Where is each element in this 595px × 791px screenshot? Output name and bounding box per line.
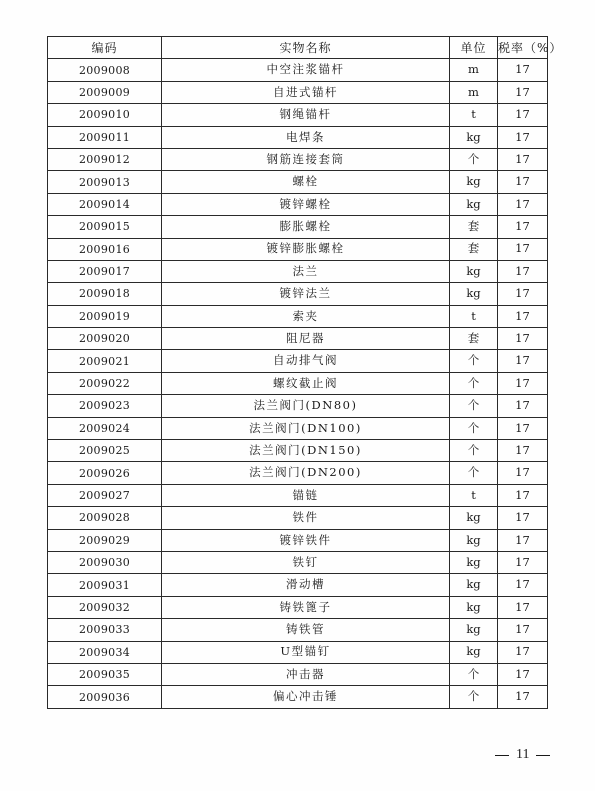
cell-rate: 17 [498,686,548,708]
cell-unit: kg [450,260,498,282]
table-row [48,462,548,484]
cell-name: 镀锌法兰 [162,283,450,305]
cell-rate: 17 [498,305,548,327]
table-row [48,641,548,663]
cell-rate: 17 [498,59,548,81]
cell-rate: 17 [498,260,548,282]
cell-code: 2009032 [48,596,162,618]
cell-unit: 套 [450,328,498,350]
cell-name: 法兰 [162,260,450,282]
cell-name: 索夹 [162,305,450,327]
cell-code: 2009018 [48,283,162,305]
cell-unit: kg [450,641,498,663]
cell-code: 2009015 [48,216,162,238]
table-row [48,596,548,618]
cell-code: 2009035 [48,663,162,685]
cell-unit: 个 [450,440,498,462]
table-row [48,148,548,170]
cell-unit: m [450,81,498,103]
cell-unit: kg [450,507,498,529]
cell-name: 镀锌铁件 [162,529,450,551]
cell-unit: m [450,59,498,81]
table-row [48,193,548,215]
cell-unit: kg [450,283,498,305]
table-row [48,283,548,305]
cell-rate: 17 [498,641,548,663]
cell-unit: t [450,484,498,506]
table-row [48,619,548,641]
table-row [48,484,548,506]
cell-rate: 17 [498,529,548,551]
cell-name: 偏心冲击锤 [162,686,450,708]
cell-unit: 个 [450,148,498,170]
cell-name: 滑动槽 [162,574,450,596]
table-row [48,238,548,260]
cell-name: 镀锌螺栓 [162,193,450,215]
cell-rate: 17 [498,104,548,126]
cell-code: 2009025 [48,440,162,462]
cell-code: 2009009 [48,81,162,103]
cell-name: 螺纹截止阀 [162,372,450,394]
table-header-row [48,37,548,59]
cell-code: 2009034 [48,641,162,663]
cell-unit: kg [450,596,498,618]
table-row [48,529,548,551]
cell-unit: 套 [450,238,498,260]
cell-unit: kg [450,574,498,596]
cell-code: 2009019 [48,305,162,327]
cell-rate: 17 [498,574,548,596]
cell-name: 法兰阀门(DN150) [162,440,450,462]
cell-code: 2009036 [48,686,162,708]
cell-unit: 个 [450,395,498,417]
cell-code: 2009022 [48,372,162,394]
header-code: 编码 [48,37,162,59]
cell-unit: kg [450,171,498,193]
cell-rate: 17 [498,596,548,618]
dash-right [536,755,550,756]
cell-code: 2009008 [48,59,162,81]
cell-name: 膨胀螺栓 [162,216,450,238]
cell-code: 2009031 [48,574,162,596]
cell-rate: 17 [498,663,548,685]
cell-name: 锚链 [162,484,450,506]
cell-name: 中空注浆锚杆 [162,59,450,81]
cell-name: 铸铁管 [162,619,450,641]
cell-rate: 17 [498,417,548,439]
table-row [48,507,548,529]
table-row [48,59,548,81]
cell-name: 自进式锚杆 [162,81,450,103]
cell-rate: 17 [498,328,548,350]
table-row [48,104,548,126]
cell-code: 2009030 [48,551,162,573]
table-row [48,440,548,462]
cell-name: 电焊条 [162,126,450,148]
cell-name: U型锚钉 [162,641,450,663]
cell-code: 2009013 [48,171,162,193]
cell-unit: t [450,104,498,126]
cell-code: 2009033 [48,619,162,641]
cell-name: 阻尼器 [162,328,450,350]
cell-code: 2009010 [48,104,162,126]
cell-name: 螺栓 [162,171,450,193]
cell-unit: 个 [450,372,498,394]
dash-left [495,755,509,756]
cell-name: 钢筋连接套筒 [162,148,450,170]
header-unit: 单位 [450,37,498,59]
cell-rate: 17 [498,551,548,573]
cell-name: 法兰阀门(DN100) [162,417,450,439]
cell-code: 2009023 [48,395,162,417]
cell-unit: 个 [450,663,498,685]
table-row [48,126,548,148]
cell-unit: 个 [450,462,498,484]
table-row [48,686,548,708]
cell-name: 铁件 [162,507,450,529]
table-row [48,260,548,282]
cell-rate: 17 [498,171,548,193]
cell-rate: 17 [498,283,548,305]
table-row [48,663,548,685]
cell-code: 2009029 [48,529,162,551]
cell-name: 铸铁篦子 [162,596,450,618]
table-row [48,81,548,103]
table-row [48,305,548,327]
cell-name: 铁钉 [162,551,450,573]
cell-code: 2009012 [48,148,162,170]
cell-code: 2009027 [48,484,162,506]
cell-unit: 个 [450,686,498,708]
cell-rate: 17 [498,148,548,170]
cell-unit: kg [450,551,498,573]
table-row [48,395,548,417]
cell-unit: 个 [450,417,498,439]
cell-rate: 17 [498,81,548,103]
table-row [48,417,548,439]
table-row [48,171,548,193]
table-row [48,551,548,573]
cell-rate: 17 [498,216,548,238]
table-row [48,574,548,596]
cell-rate: 17 [498,395,548,417]
cell-unit: kg [450,529,498,551]
table-body [48,59,548,708]
cell-name: 冲击器 [162,663,450,685]
header-name: 实物名称 [162,37,450,59]
cell-name: 镀锌膨胀螺栓 [162,238,450,260]
cell-name: 钢绳锚杆 [162,104,450,126]
tax-rate-table [47,36,563,709]
cell-code: 2009026 [48,462,162,484]
page-number-text: 11 [516,747,530,762]
cell-name: 法兰阀门(DN200) [162,462,450,484]
cell-rate: 17 [498,440,548,462]
table-row [48,350,548,372]
cell-rate: 17 [498,484,548,506]
cell-unit: 套 [450,216,498,238]
cell-rate: 17 [498,126,548,148]
page-number [488,747,557,763]
cell-code: 2009028 [48,507,162,529]
cell-code: 2009024 [48,417,162,439]
table-row [48,372,548,394]
cell-unit: kg [450,619,498,641]
cell-rate: 17 [498,372,548,394]
cell-code: 2009016 [48,238,162,260]
cell-rate: 17 [498,619,548,641]
cell-rate: 17 [498,238,548,260]
cell-unit: kg [450,126,498,148]
cell-code: 2009021 [48,350,162,372]
cell-name: 法兰阀门(DN80) [162,395,450,417]
cell-unit: 个 [450,350,498,372]
cell-rate: 17 [498,350,548,372]
cell-rate: 17 [498,462,548,484]
cell-unit: kg [450,193,498,215]
cell-code: 2009017 [48,260,162,282]
cell-rate: 17 [498,193,548,215]
cell-code: 2009011 [48,126,162,148]
cell-code: 2009014 [48,193,162,215]
cell-rate: 17 [498,507,548,529]
cell-name: 自动排气阀 [162,350,450,372]
header-rate: 税率（%） [498,37,548,59]
table-row [48,328,548,350]
table-row [48,216,548,238]
cell-unit: t [450,305,498,327]
cell-code: 2009020 [48,328,162,350]
